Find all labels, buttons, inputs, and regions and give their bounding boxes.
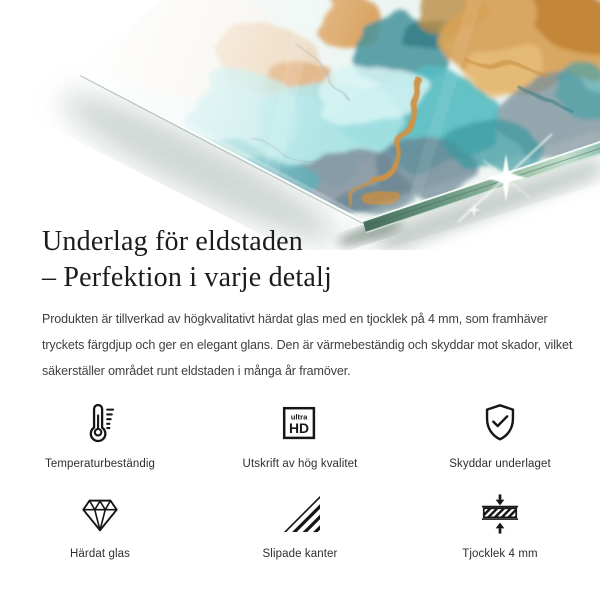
product-description: Produkten är tillverkad av högkvalitativt härdat glas med en tjocklek på 4 mm, som framhäver tryckets färgdjup och ger en elegant glans. Den är värmebeständig och skyddar mot skador, vilket säkerställer området runt eldstaden i många år framöver.	[42, 312, 573, 378]
shield-check-icon	[477, 398, 523, 450]
section-heading	[42, 224, 332, 296]
heading-line-1: Underlag för eldstaden	[42, 226, 303, 257]
feature-label: Utskrift av hög kvalitet	[242, 458, 358, 470]
product-photo	[0, 0, 600, 250]
feature-polished-edges	[200, 488, 400, 560]
thermometer-icon	[77, 398, 123, 450]
feature-grid	[0, 398, 600, 560]
feature-label: Temperaturbeständig	[45, 458, 155, 470]
thickness-4mm-icon	[477, 488, 523, 540]
feature-label: Slipade kanter	[262, 548, 338, 560]
feature-label: Tjocklek 4 mm	[462, 548, 538, 560]
feature-label: Härdat glas	[70, 548, 130, 560]
feature-temperature	[0, 398, 200, 470]
glass-panel-illustration	[0, 0, 600, 250]
feature-print-quality	[200, 398, 400, 470]
feature-protects-surface	[400, 398, 600, 470]
feature-label: Skyddar underlaget	[449, 458, 551, 470]
ultra-hd-icon-text-bottom: HD	[289, 420, 310, 437]
ultra-hd-icon	[277, 398, 323, 450]
feature-tempered-glass	[0, 488, 200, 560]
heading-line-2: – Perfektion i varje detalj	[42, 262, 332, 293]
diamond-icon	[77, 488, 123, 540]
feature-thickness	[400, 488, 600, 560]
beveled-edges-icon	[277, 488, 323, 540]
ultra-hd-icon-text-top: ultra	[290, 412, 308, 422]
